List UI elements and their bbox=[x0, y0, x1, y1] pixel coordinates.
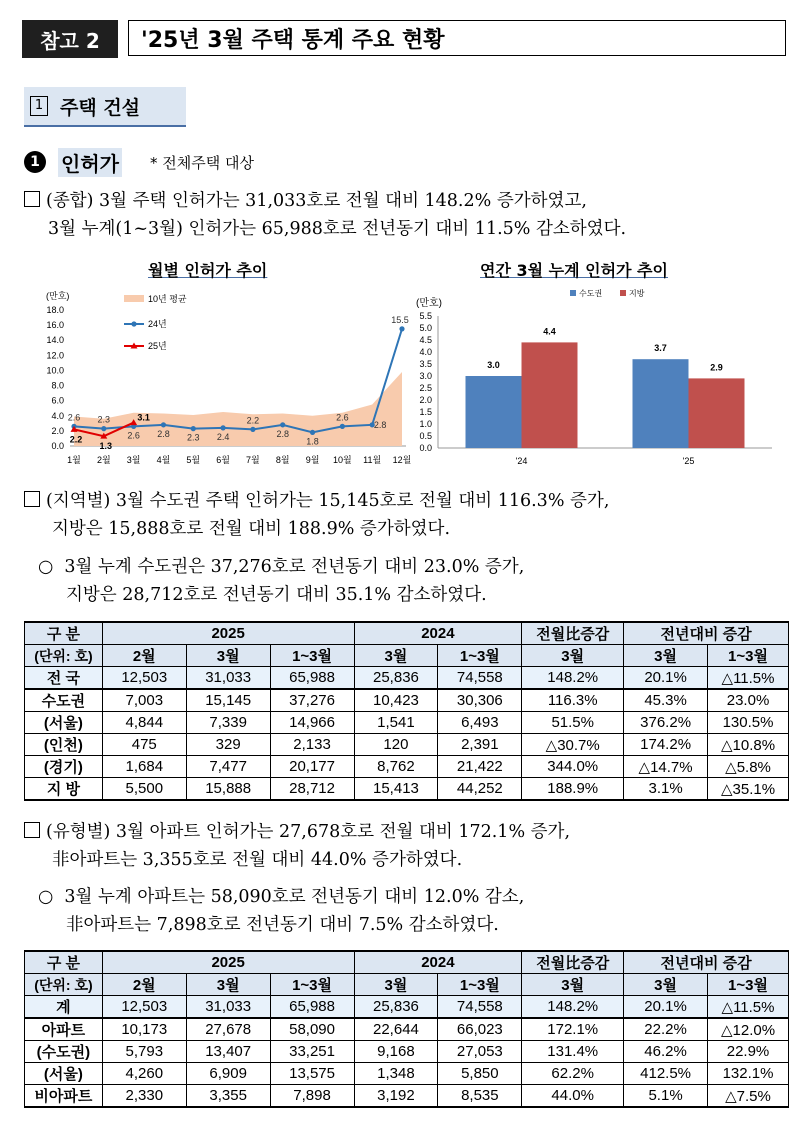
subsection-title: 인허가 bbox=[58, 148, 122, 177]
circle-bullet-icon: ○ bbox=[38, 557, 54, 577]
x-tick-label: 3월 bbox=[126, 455, 141, 465]
x-tick-label: '24 bbox=[515, 456, 528, 466]
table2-subheader: 3월 bbox=[354, 974, 438, 996]
y-tick-label: 8.0 bbox=[51, 380, 64, 391]
table-cell: △12.0% bbox=[708, 1018, 789, 1041]
table-cell: 7,898 bbox=[270, 1085, 354, 1108]
table1-subheader: 1~3월 bbox=[438, 645, 522, 667]
table-cell: 21,422 bbox=[438, 756, 522, 778]
table-cell: 31,033 bbox=[186, 667, 270, 690]
para2-sub1-text: 3월 누계 수도권은 37,276호로 전년동기 대비 23.0% 증가, bbox=[64, 557, 525, 577]
para3-sub1-text: 3월 누계 아파트는 58,090호로 전년동기 대비 12.0% 감소, bbox=[64, 887, 525, 907]
table-cell: 1,541 bbox=[354, 712, 438, 734]
series-2024-data-label: 2.8 bbox=[276, 428, 289, 439]
y-tick-label: 3.5 bbox=[419, 359, 432, 369]
para2-line1 bbox=[24, 488, 609, 515]
table1-subheader: 3월 bbox=[522, 645, 624, 667]
series-2024-data-label: 15.5 bbox=[391, 314, 409, 325]
table-cell: 120 bbox=[354, 734, 438, 756]
page-title: '25년 3월 주택 통계 주요 현황 bbox=[128, 20, 786, 56]
para1-line2: 3월 누계(1~3월) 인허가는 65,988호로 전년동기 대비 11.5% 감소하였다. bbox=[48, 219, 627, 239]
table-cell: 15,413 bbox=[354, 778, 438, 801]
legend-marker-2024 bbox=[131, 321, 136, 326]
table-cell: 8,762 bbox=[354, 756, 438, 778]
series-2024-data-label: 1.8 bbox=[306, 436, 319, 447]
y-tick-label: 1.5 bbox=[419, 407, 432, 417]
table1-subheader: 3월 bbox=[354, 645, 438, 667]
table-cell: 74,558 bbox=[438, 996, 522, 1019]
series-2024-data-label: 2.8 bbox=[373, 419, 387, 430]
y-tick-label: 3.0 bbox=[419, 371, 432, 381]
table-cell: △5.8% bbox=[708, 756, 789, 778]
table-cell: 344.0% bbox=[522, 756, 624, 778]
series-2024-point bbox=[220, 425, 225, 430]
table-cell: 28,712 bbox=[270, 778, 354, 801]
para3-sub2: 非아파트는 7,898호로 전년동기 대비 7.5% 감소하였다. bbox=[66, 915, 499, 935]
table2-subheader: 1~3월 bbox=[438, 974, 522, 996]
series-2024-point bbox=[191, 426, 196, 431]
table1-unit: (단위: 호) bbox=[25, 645, 103, 667]
para3-line2: 非아파트는 3,355호로 전월 대비 44.0% 증가하였다. bbox=[52, 850, 463, 870]
y-tick-label: 5.5 bbox=[419, 311, 432, 321]
table-cell: 3.1% bbox=[624, 778, 708, 801]
table-cell: 5,793 bbox=[102, 1041, 186, 1063]
x-tick-label: 5월 bbox=[186, 455, 201, 465]
table-cell: 412.5% bbox=[624, 1063, 708, 1085]
table-cell: 376.2% bbox=[624, 712, 708, 734]
x-tick-label: 1월 bbox=[67, 455, 81, 465]
table-cell: 329 bbox=[186, 734, 270, 756]
table2-subheader: 1~3월 bbox=[270, 974, 354, 996]
table1-header-2024: 2024 bbox=[354, 622, 522, 645]
x-tick-label: 11월 bbox=[363, 455, 382, 465]
table-cell: 3,192 bbox=[354, 1085, 438, 1108]
table-cell: 66,023 bbox=[438, 1018, 522, 1041]
x-tick-label: 4월 bbox=[156, 455, 171, 465]
y-tick-label: 10.0 bbox=[46, 365, 64, 376]
para3-line1 bbox=[24, 819, 570, 846]
series-2024-point bbox=[340, 424, 345, 429]
table-cell: 15,145 bbox=[186, 689, 270, 712]
table2-header-yoy: 전년대비 증감 bbox=[624, 951, 789, 974]
circle-bullet-icon: ○ bbox=[38, 887, 54, 907]
series-2024-data-label: 2.2 bbox=[246, 415, 260, 426]
checkbox-bullet-icon bbox=[24, 491, 40, 507]
series-2024-point bbox=[399, 326, 404, 331]
y-tick-label: 4.0 bbox=[419, 347, 432, 357]
table-cell: 6,909 bbox=[186, 1063, 270, 1085]
x-tick-label: 6월 bbox=[216, 455, 230, 465]
table-cell: 130.5% bbox=[708, 712, 789, 734]
series-2024-point bbox=[161, 422, 166, 427]
y-axis-unit-label: (만호) bbox=[416, 298, 442, 309]
para3-sub1 bbox=[38, 884, 524, 911]
series-2024-data-label: 2.3 bbox=[187, 432, 200, 443]
table-cell: 33,251 bbox=[270, 1041, 354, 1063]
subsection-heading bbox=[24, 148, 254, 176]
table2-header-label: 구 분 bbox=[25, 951, 103, 974]
table-cell: 13,575 bbox=[270, 1063, 354, 1085]
para2-line2: 지방은 15,888호로 전월 대비 188.9% 증가하였다. bbox=[52, 519, 451, 539]
table-cell: △14.7% bbox=[624, 756, 708, 778]
row-label: (서울) bbox=[25, 712, 103, 734]
table-cell: 44,252 bbox=[438, 778, 522, 801]
table-cell: 10,173 bbox=[102, 1018, 186, 1041]
table-row bbox=[25, 996, 789, 1019]
y-tick-label: 0.0 bbox=[419, 443, 432, 453]
subsection-note: * 전체주택 대상 bbox=[149, 153, 254, 172]
y-tick-label: 0.5 bbox=[419, 431, 432, 441]
x-tick-label: 7월 bbox=[246, 455, 260, 465]
table-cell: 148.2% bbox=[522, 667, 624, 690]
y-tick-label: 4.5 bbox=[419, 335, 432, 345]
series-2024-data-label: 2.4 bbox=[216, 431, 230, 442]
legend-swatch-ten-year-average bbox=[124, 295, 144, 302]
regional-permit-table bbox=[24, 621, 789, 801]
table-cell: 6,493 bbox=[438, 712, 522, 734]
table-cell: 25,836 bbox=[354, 667, 438, 690]
legend-label-provincial: 지방 bbox=[629, 289, 645, 298]
y-tick-label: 4.0 bbox=[51, 410, 64, 421]
table2-header-2024: 2024 bbox=[354, 951, 522, 974]
table1-header-2025: 2025 bbox=[102, 622, 354, 645]
reference-badge: 참고 2 bbox=[22, 20, 118, 58]
table-cell: 3,355 bbox=[186, 1085, 270, 1108]
x-tick-label: '25 bbox=[682, 456, 695, 466]
table1-header-mom: 전월比증감 bbox=[522, 622, 624, 645]
x-tick-label: 9월 bbox=[305, 455, 320, 465]
table-cell: 13,407 bbox=[186, 1041, 270, 1063]
table-cell: 475 bbox=[102, 734, 186, 756]
table-row bbox=[25, 1041, 789, 1063]
table-cell: 7,003 bbox=[102, 689, 186, 712]
table2-subheader: 2월 bbox=[102, 974, 186, 996]
y-tick-label: 14.0 bbox=[46, 335, 64, 346]
section-heading bbox=[24, 87, 186, 127]
bar-data-label: 4.4 bbox=[543, 326, 556, 337]
legend-label-ten-year-average: 10년 평균 bbox=[148, 294, 187, 304]
table-cell: 37,276 bbox=[270, 689, 354, 712]
table2-subheader: 3월 bbox=[186, 974, 270, 996]
y-tick-label: 2.5 bbox=[419, 383, 432, 393]
bar-data-label: 2.9 bbox=[710, 362, 723, 373]
table-cell: 4,260 bbox=[102, 1063, 186, 1085]
table-cell: 1,348 bbox=[354, 1063, 438, 1085]
x-tick-label: 10월 bbox=[333, 455, 352, 465]
monthly-permit-line-chart bbox=[30, 286, 422, 468]
series-2024-data-label: 2.6 bbox=[336, 412, 349, 423]
x-tick-label: 2월 bbox=[96, 455, 111, 465]
table-cell: △30.7% bbox=[522, 734, 624, 756]
table-cell: 45.3% bbox=[624, 689, 708, 712]
table-cell: △35.1% bbox=[708, 778, 789, 801]
ten-year-average-area bbox=[74, 372, 402, 446]
table-cell: △11.5% bbox=[708, 996, 789, 1019]
series-2024-data-label: 2.6 bbox=[127, 430, 140, 441]
checkbox-bullet-icon bbox=[24, 191, 40, 207]
table-cell: 5.1% bbox=[624, 1085, 708, 1108]
table-cell: 22,644 bbox=[354, 1018, 438, 1041]
series-2024-point bbox=[101, 426, 106, 431]
table-cell: 172.1% bbox=[522, 1018, 624, 1041]
table2-subheader: 3월 bbox=[522, 974, 624, 996]
row-label: 비아파트 bbox=[25, 1085, 103, 1108]
para2-sub2: 지방은 28,712호로 전년동기 대비 35.1% 감소하였다. bbox=[66, 585, 487, 605]
table1-subheader: 1~3월 bbox=[708, 645, 789, 667]
table-cell: 148.2% bbox=[522, 996, 624, 1019]
legend-label-2024: 24년 bbox=[148, 319, 167, 329]
table-cell: 188.9% bbox=[522, 778, 624, 801]
table2-header-mom: 전월比증감 bbox=[522, 951, 624, 974]
table-cell: 31,033 bbox=[186, 996, 270, 1019]
table-row bbox=[25, 778, 789, 801]
series-2025-data-label: 1.3 bbox=[99, 441, 113, 452]
table-cell: 131.4% bbox=[522, 1041, 624, 1063]
table-cell: 65,988 bbox=[270, 996, 354, 1019]
table-cell: 74,558 bbox=[438, 667, 522, 690]
y-tick-label: 18.0 bbox=[46, 305, 64, 315]
table-cell: 23.0% bbox=[708, 689, 789, 712]
table-cell: 27,053 bbox=[438, 1041, 522, 1063]
table-cell: 5,500 bbox=[102, 778, 186, 801]
x-tick-label: 8월 bbox=[275, 455, 290, 465]
table-row bbox=[25, 734, 789, 756]
table-cell: 22.9% bbox=[708, 1041, 789, 1063]
y-tick-label: 1.0 bbox=[419, 419, 432, 429]
table-cell: 15,888 bbox=[186, 778, 270, 801]
y-tick-label: 5.0 bbox=[419, 323, 432, 333]
bar-data-label: 3.0 bbox=[487, 360, 500, 370]
table-row bbox=[25, 756, 789, 778]
para1-line1 bbox=[24, 188, 587, 215]
table1-subheader: 3월 bbox=[624, 645, 708, 667]
table-cell: 22.2% bbox=[624, 1018, 708, 1041]
table-cell: 7,477 bbox=[186, 756, 270, 778]
table-cell: 9,168 bbox=[354, 1041, 438, 1063]
row-label: (인천) bbox=[25, 734, 103, 756]
table1-subheader: 3월 bbox=[186, 645, 270, 667]
table2-subheader: 1~3월 bbox=[708, 974, 789, 996]
table-row bbox=[25, 1063, 789, 1085]
table-cell: 2,391 bbox=[438, 734, 522, 756]
table-cell: 20.1% bbox=[624, 667, 708, 690]
legend-label-2025: 25년 bbox=[148, 341, 167, 351]
table-cell: 1,684 bbox=[102, 756, 186, 778]
row-label: 계 bbox=[25, 996, 103, 1019]
subsection-number: 1 bbox=[24, 151, 46, 173]
y-tick-label: 2.0 bbox=[419, 395, 432, 405]
table2-subheader: 3월 bbox=[624, 974, 708, 996]
row-label: (서울) bbox=[25, 1063, 103, 1085]
table-cell: 174.2% bbox=[624, 734, 708, 756]
table2-header-2025: 2025 bbox=[102, 951, 354, 974]
table-cell: 8,535 bbox=[438, 1085, 522, 1108]
table-cell: 20,177 bbox=[270, 756, 354, 778]
table-row bbox=[25, 1085, 789, 1108]
y-axis-unit-label: (만호) bbox=[46, 291, 70, 301]
table-cell: 116.3% bbox=[522, 689, 624, 712]
type-permit-table bbox=[24, 950, 789, 1108]
table-cell: 58,090 bbox=[270, 1018, 354, 1041]
table-cell: 27,678 bbox=[186, 1018, 270, 1041]
table-cell: 30,306 bbox=[438, 689, 522, 712]
table-row bbox=[25, 1018, 789, 1041]
series-2024-data-label: 2.8 bbox=[157, 428, 170, 439]
table-cell: 62.2% bbox=[522, 1063, 624, 1085]
table2-unit: (단위: 호) bbox=[25, 974, 103, 996]
table-cell: 132.1% bbox=[708, 1063, 789, 1085]
y-tick-label: 2.0 bbox=[51, 425, 64, 436]
table-row bbox=[25, 667, 789, 690]
bar-provincial-0 bbox=[522, 342, 578, 448]
table-row bbox=[25, 689, 789, 712]
table-cell: 2,330 bbox=[102, 1085, 186, 1108]
chart2-title: 연간 3월 누계 인허가 추이 bbox=[480, 261, 668, 280]
para1-line1-text: (종합) 3월 주택 인허가는 31,033호로 전월 대비 148.2% 증가하였고, bbox=[46, 191, 587, 211]
y-tick-label: 6.0 bbox=[51, 395, 64, 406]
annual-march-cumulative-bar-chart bbox=[410, 286, 782, 468]
para2-sub1 bbox=[38, 554, 524, 581]
x-tick-label: 12월 bbox=[392, 455, 412, 465]
row-label: 전 국 bbox=[25, 667, 103, 690]
series-2024-point bbox=[310, 430, 315, 435]
table-cell: 12,503 bbox=[102, 667, 186, 690]
table-cell: △7.5% bbox=[708, 1085, 789, 1108]
table1-subheader: 2월 bbox=[102, 645, 186, 667]
table-cell: 44.0% bbox=[522, 1085, 624, 1108]
para2-line1-text: (지역별) 3월 수도권 주택 인허가는 15,145호로 전월 대비 116.3% 증가, bbox=[46, 491, 610, 511]
table-cell: △10.8% bbox=[708, 734, 789, 756]
series-2024-point bbox=[280, 422, 285, 427]
table-cell: 4,844 bbox=[102, 712, 186, 734]
series-2024-data-label: 2.3 bbox=[97, 414, 111, 425]
legend-swatch-capital-area bbox=[570, 290, 576, 296]
table1-header-label: 구 분 bbox=[25, 622, 103, 645]
row-label: 수도권 bbox=[25, 689, 103, 712]
table-cell: 2,133 bbox=[270, 734, 354, 756]
table-cell: 14,966 bbox=[270, 712, 354, 734]
series-2024-data-label: 2.6 bbox=[67, 412, 81, 423]
table-cell: 7,339 bbox=[186, 712, 270, 734]
series-2025-data-label: 2.2 bbox=[69, 434, 83, 445]
table-cell: 12,503 bbox=[102, 996, 186, 1019]
bar-capital-area-1 bbox=[633, 359, 689, 448]
series-2024-point bbox=[250, 427, 255, 432]
table-cell: 5,850 bbox=[438, 1063, 522, 1085]
row-label: (경기) bbox=[25, 756, 103, 778]
y-tick-label: 16.0 bbox=[46, 320, 64, 331]
chart1-title: 월별 인허가 추이 bbox=[148, 261, 268, 280]
table-cell: △11.5% bbox=[708, 667, 789, 690]
row-label: (수도권) bbox=[25, 1041, 103, 1063]
table-cell: 20.1% bbox=[624, 996, 708, 1019]
table-cell: 10,423 bbox=[354, 689, 438, 712]
legend-label-capital-area: 수도권 bbox=[579, 289, 603, 298]
row-label: 지 방 bbox=[25, 778, 103, 801]
checkbox-bullet-icon bbox=[24, 822, 40, 838]
series-2025-data-label: 3.1 bbox=[137, 412, 150, 423]
bar-capital-area-0 bbox=[466, 376, 522, 448]
table-row bbox=[25, 712, 789, 734]
table-cell: 46.2% bbox=[624, 1041, 708, 1063]
para3-line1-text: (유형별) 3월 아파트 인허가는 27,678호로 전월 대비 172.1% 증가, bbox=[46, 822, 571, 842]
table-cell: 65,988 bbox=[270, 667, 354, 690]
bar-provincial-1 bbox=[689, 378, 745, 448]
section-number: 1 bbox=[30, 96, 48, 116]
row-label: 아파트 bbox=[25, 1018, 103, 1041]
table-cell: 51.5% bbox=[522, 712, 624, 734]
bar-data-label: 3.7 bbox=[654, 343, 667, 354]
section-title: 주택 건설 bbox=[60, 96, 141, 119]
table1-header-yoy: 전년대비 증감 bbox=[624, 622, 789, 645]
table1-subheader: 1~3월 bbox=[270, 645, 354, 667]
legend-swatch-provincial bbox=[620, 290, 626, 296]
y-tick-label: 12.0 bbox=[46, 350, 64, 361]
y-tick-label: 0.0 bbox=[51, 441, 64, 451]
table-cell: 25,836 bbox=[354, 996, 438, 1019]
